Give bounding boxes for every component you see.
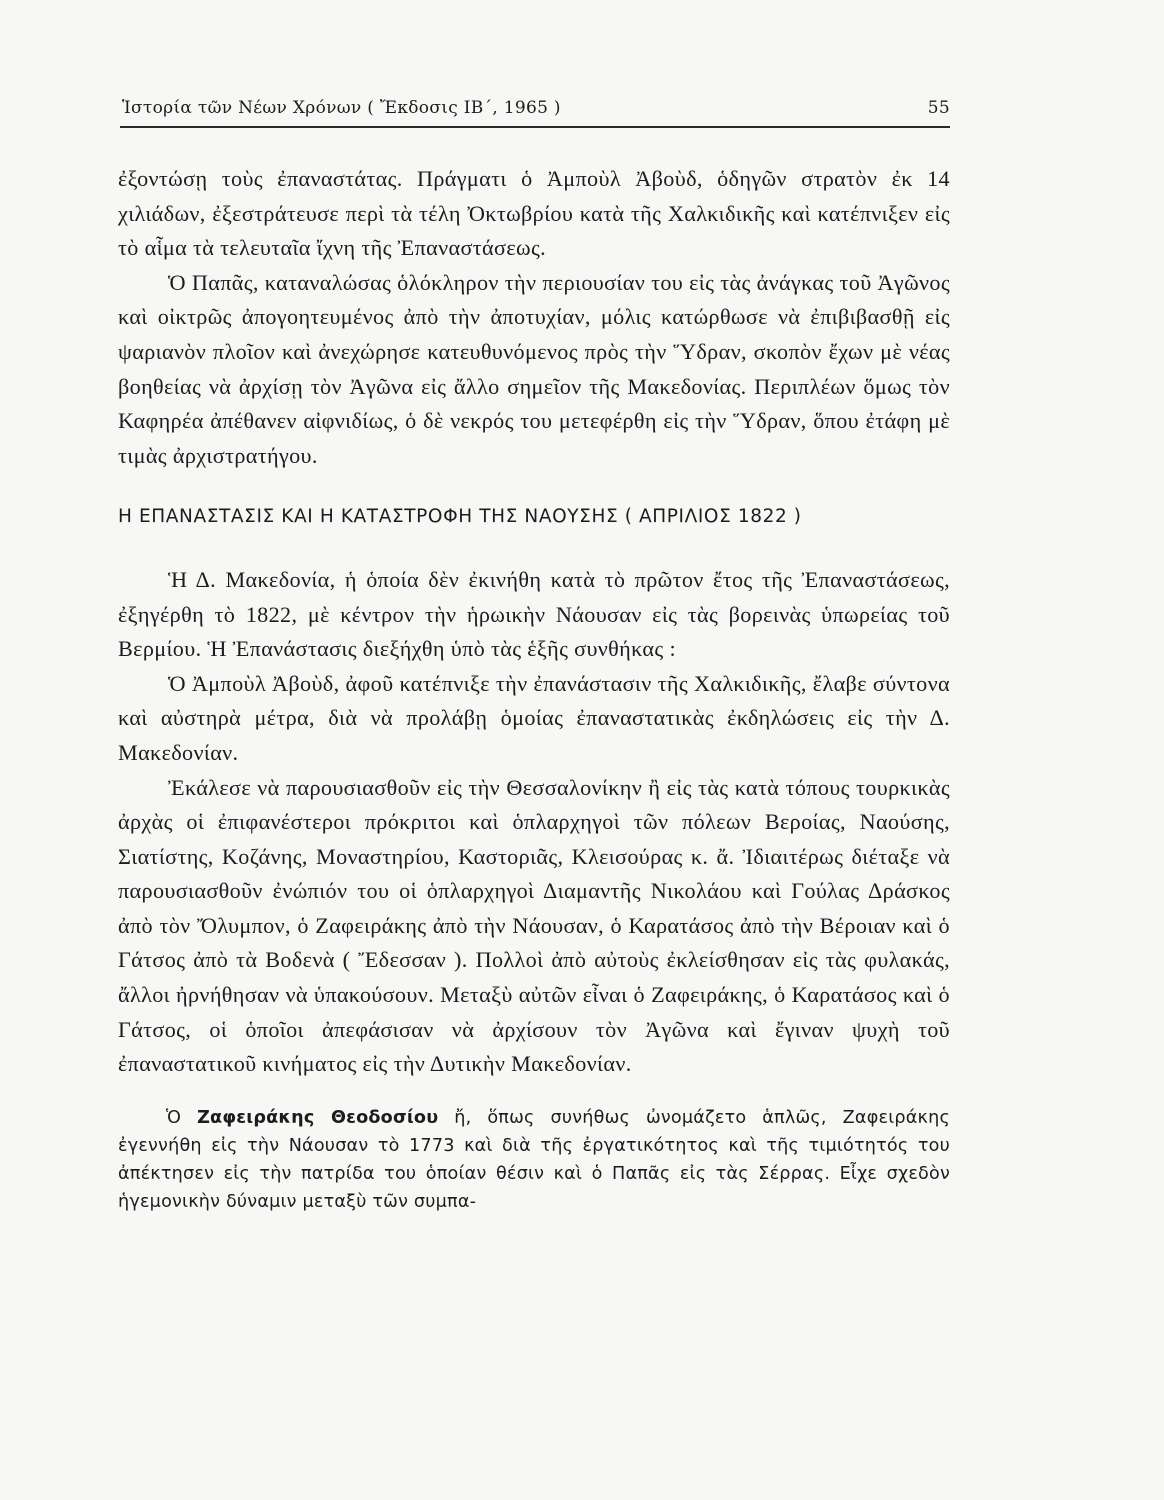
paragraph: Ἐκάλεσε νὰ παρουσιασθοῦν εἰς τὴν Θεσσαλονίκην ἢ εἰς τὰς κατὰ τόπους τουρκικὰς ἀρχὰς οἱ ἐπιφανέστεροι πρόκριτοι καὶ ὁπλαρχηγοὶ τῶν πόλεων Βεροίας, Ναούσης, Σιατίστης, Κοζάνης, Μοναστηρίου, Καστοριᾶς, Κλεισούρας κ. ἄ. Ἰδιαιτέρως διέταξε νὰ παρουσιασθοῦν ἐνώπιόν του οἱ ὁπλαρχηγοὶ Διαμαντῆς Νικολάου καὶ Γούλας Δράσκος ἀπὸ τὸν Ὄλυμπον, ὁ Ζαφειράκης ἀπὸ τὴν Νάουσαν, ὁ Καρατάσος ἀπὸ τὴν Βέροιαν καὶ ὁ Γάτσος ἀπὸ τὰ Βοδενὰ ( Ἔδεσσαν ). Πολλοὶ ἀπὸ αὐτοὺς ἐκλείσθησαν εἰς τὰς φυλακάς, ἄλλοι ἠρνήθησαν νὰ ὑπακούσουν. Μεταξὺ αὐτῶν εἶναι ὁ Ζαφειράκης, ὁ Καρατάσος καὶ ὁ Γάτσος, οἱ ὁποῖοι ἀπεφάσισαν νὰ ἀρχίσουν τὸν Ἀγῶνα καὶ ἔγιναν ψυχὴ τοῦ ἐπαναστατικοῦ κινήματος εἰς τὴν Δυτικὴν Μακεδονίαν. <box>118 774 950 1077</box>
section-heading: Η ΕΠΑΝΑΣΤΑΣΙΣ ΚΑΙ Η ΚΑΤΑΣΤΡΟΦΗ ΤΗΣ ΝΑΟΥΣΗΣ ( ΑΠΡΙΛΙΟΣ 1822 ) <box>118 506 802 528</box>
running-header <box>120 98 950 128</box>
footnote-paragraph <box>118 1104 950 1217</box>
footnote-lead: Ὁ <box>166 1107 198 1128</box>
paragraph: Ὁ Ἀμποὺλ Ἀβοὺδ, ἀφοῦ κατέπνιξε τὴν ἐπανάστασιν τῆς Χαλκιδικῆς, ἔλαβε σύντονα καὶ αὐστηρὰ μέτρα, διὰ νὰ προλάβῃ ὁμοίας ἐπαναστατικὰς ἐκδηλώσεις εἰς τὴν Δ. Μακεδονίαν. <box>118 670 950 765</box>
footnote-name: Ζαφειράκης Θεοδοσίου <box>197 1107 439 1128</box>
document-page <box>118 98 950 1217</box>
paragraph: ἐξοντώσῃ τοὺς ἐπαναστάτας. Πράγματι ὁ Ἀμποὺλ Ἀβοὺδ, ὁδηγῶν στρατὸν ἐκ 14 χιλιάδων, ἐξεστράτευσε περὶ τὰ τέλη Ὀκτωβρίου κατὰ τῆς Χαλκιδικῆς καὶ κατέπνιξεν εἰς τὸ αἷμα τὰ τελευταῖα ἴχνη τῆς Ἐπαναστάσεως. <box>118 166 950 261</box>
page-number: 55 <box>927 98 950 118</box>
footnote-text: ἤ, ὅπως συνήθως ὠνομάζετο ἁπλῶς, Ζαφειράκης ἐγεννήθη εἰς τὴν Νάουσαν τὸ 1773 καὶ διὰ τῆς ἐργατικότητος καὶ τῆς τιμιότητός του ἀπέκτησεν εἰς τὴν πατρίδα του ὁποίαν θέσιν καὶ ὁ Παπᾶς εἰς τὰς Σέρρας. Εἶχε σχεδὸν ἡγεμονικὴν δύναμιν μεταξὺ τῶν συμπα- <box>118 1107 950 1213</box>
paragraph: Ὁ Παπᾶς, καταναλώσας ὁλόκληρον τὴν περιουσίαν του εἰς τὰς ἀνάγκας τοῦ Ἀγῶνος καὶ οἰκτρῶς ἀπογοητευμένος ἀπὸ τὴν ἀποτυχίαν, μόλις κατώρθωσε νὰ ἐπιβιβασθῇ εἰς ψαριανὸν πλοῖον καὶ ἀνεχώρησε κατευθυνόμενος πρὸς τὴν Ὕδραν, σκοπὸν ἔχων μὲ νέας βοηθείας νὰ ἀρχίσῃ τὸν Ἀγῶνα εἰς ἄλλο σημεῖον τῆς Μακεδονίας. Περιπλέων ὅμως τὸν Καφηρέα ἀπέθανεν αἰφνιδίως, ὁ δὲ νεκρός του μετεφέρθη εἰς τὴν Ὕδραν, ὅπου ἐτάφη μὲ τιμὰς ἀρχιστρατήγου. <box>118 269 950 468</box>
paragraph: Ἡ Δ. Μακεδονία, ἡ ὁποία δὲν ἐκινήθη κατὰ τὸ πρῶτον ἔτος τῆς Ἐπαναστάσεως, ἐξηγέρθη τὸ 1822, μὲ κέντρον τὴν ἡρωικὴν Νάουσαν εἰς τὰς βορεινὰς ὑπωρείας τοῦ Βερμίου. Ἡ Ἐπανάστασις διεξήχθη ὑπὸ τὰς ἑξῆς συνθήκας : <box>118 566 950 662</box>
footnote <box>118 1104 950 1217</box>
header-title: Ἱστορία τῶν Νέων Χρόνων ( Ἔκδοσις ΙΒ΄, 1965 ) <box>122 98 561 118</box>
main-text <box>118 162 950 1082</box>
